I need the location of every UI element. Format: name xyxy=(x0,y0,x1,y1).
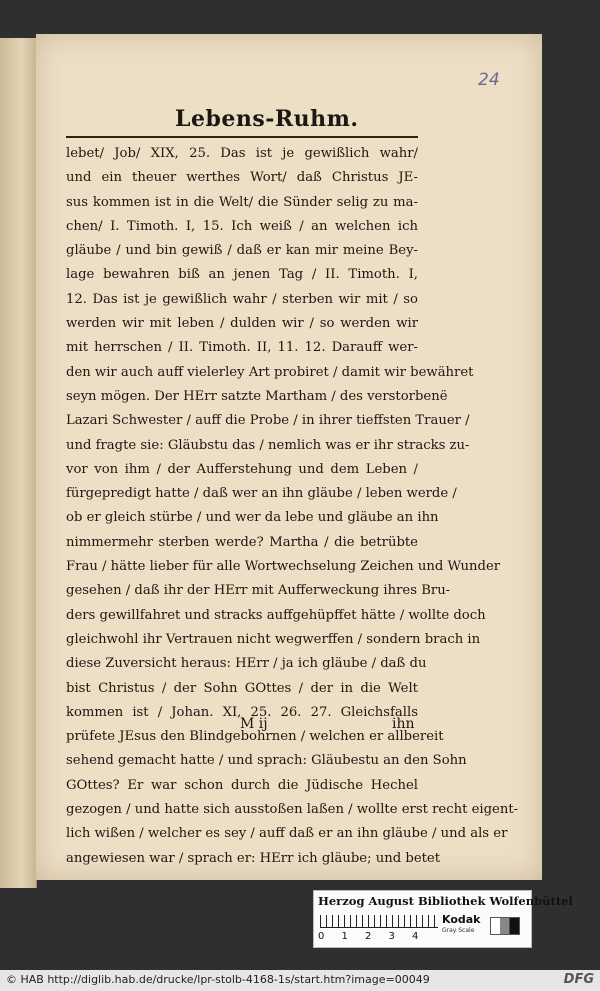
text-line: diese Zuversicht heraus: HErr / ja ich gläube / daß du xyxy=(66,656,427,672)
head-rule xyxy=(66,136,418,138)
text-line: ob er gleich stürbe / und wer da lebe und gläube an ihn xyxy=(66,510,439,526)
text-line: kommen ist / Johan. XI, 25. 26. 27. Gleichsfalls xyxy=(66,704,418,720)
text-line: chen/ I. Timoth. I, 15. Ich weiß / an welchen ich xyxy=(66,218,418,234)
body-text xyxy=(66,142,519,871)
text-line: Frau / hätte lieber für alle Wortwechselung Zeichen und Wunder xyxy=(66,559,501,575)
text-line: lebet/ Job/ XIX, 25. Das ist je gewißlich wahr/ xyxy=(66,146,418,161)
kodak-logo: Kodak xyxy=(442,913,481,926)
text-line: mit herrschen / II. Timoth. II, 11. 12. Darauff wer- xyxy=(66,340,418,356)
text-line: vor von ihm / der Aufferstehung und dem Leben / xyxy=(66,461,418,477)
footer-link[interactable]: © HAB http://diglib.hab.de/drucke/lpr-stolb-4168-1s/start.htm?image=00049 xyxy=(6,973,430,986)
gray-swatch xyxy=(490,917,520,935)
text-line: und ein theuer werthes Wort/ daß Christus JE- xyxy=(66,170,418,186)
text-line: den wir auch auff vielerley Art probiret / damit wir bewähret xyxy=(66,364,474,380)
text-line: bist Christus / der Sohn GOttes / der in die Welt xyxy=(66,680,418,696)
text-line: lage bewahren biß an jenen Tag / II. Timoth. I, xyxy=(66,267,418,283)
text-line: fürgepredigt hatte / daß wer an ihn gläube / leben werde / xyxy=(66,486,457,502)
text-line: 12. Das ist je gewißlich wahr / sterben wir mit / so xyxy=(66,291,418,307)
text-line: nimmermehr sterben werde? Martha / die betrübte xyxy=(66,534,418,550)
dfg-logo: DFG xyxy=(563,972,594,987)
text-line: und fragte sie: Gläubstu das / nemlich was er ihr stracks zu- xyxy=(66,437,470,453)
library-name: Herzog August Bibliothek Wolfenbüttel xyxy=(318,894,573,908)
text-line: werden wir mit leben / dulden wir / so werden wir xyxy=(66,316,418,332)
text-line: gleichwohl ihr Vertrauen nicht wegwerffen / sondern brach in xyxy=(66,631,481,647)
text-line: gesehen / daß ihr der HErr mit Aufferweckung ihres Bru- xyxy=(66,583,451,599)
text-line: ders gewillfahret und stracks auffgehüpffet hätte / wollte doch xyxy=(66,607,486,623)
folio-number: 24 xyxy=(478,70,500,90)
gray-scale-label: Gray Scale xyxy=(442,927,475,934)
ruler-number: 3 xyxy=(388,931,395,942)
previous-page-edge xyxy=(0,38,37,888)
text-line: seyn mögen. Der HErr satzte Martham / des verstorbenë xyxy=(66,388,448,404)
ruler-number: 4 xyxy=(412,931,419,942)
text-line: angewiesen war / sprach er: HErr ich gläube; und betet xyxy=(66,850,441,866)
ruler-number: 1 xyxy=(341,931,348,942)
footer-bar xyxy=(0,970,600,991)
text-line: GOttes? Er war schon durch die Jüdische Hechel xyxy=(66,777,418,793)
signature-mark: M ij xyxy=(240,716,268,732)
color-calibration-tag xyxy=(313,890,573,948)
text-line: gezogen / und hatte sich ausstoßen laßen / wollte erst recht eigent- xyxy=(66,802,519,818)
text-line: gläube / und bin gewiß / daß er kan mir meine Bey- xyxy=(66,243,418,259)
text-line: sus kommen ist in die Welt/ die Sünder selig zu ma- xyxy=(66,194,418,210)
text-line: prüfete JEsus den Blindgebohrnen / welchen er allbereit xyxy=(66,729,444,745)
catchword: ihn xyxy=(392,716,415,732)
ruler-number: 2 xyxy=(365,931,372,942)
ruler-numbers xyxy=(318,931,436,942)
scale-ruler xyxy=(320,915,438,928)
running-head: Lebens-Ruhm. xyxy=(175,106,359,132)
ruler-number: 0 xyxy=(318,931,325,942)
text-line: sehend gemacht hatte / und sprach: Gläubestu an den Sohn xyxy=(66,753,467,769)
text-line: lich wißen / welcher es sey / auff daß er an ihn gläube / und als er xyxy=(66,826,508,842)
text-line: Lazari Schwester / auff die Probe / in ihrer tieffsten Trauer / xyxy=(66,413,470,429)
